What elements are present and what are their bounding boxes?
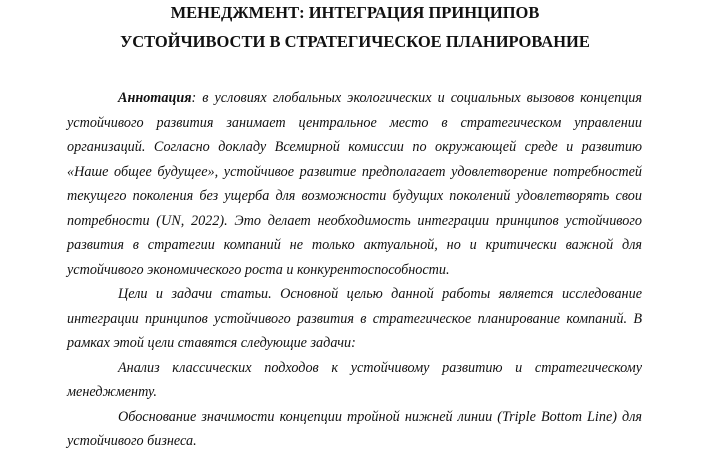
title-line-2: УСТОЙЧИВОСТИ В СТРАТЕГИЧЕСКОЕ ПЛАНИРОВАНИЕ: [120, 32, 590, 51]
title-line-1: МЕНЕДЖМЕНТ: ИНТЕГРАЦИЯ ПРИНЦИПОВ: [170, 3, 540, 22]
abstract-text: : в условиях глобальных экологических и социальных вызовов концепция устойчивого развития занимает центральное место в стратегическом управлении организаций. Согласно докладу Всемирной комиссии по окружающей среде и развитию «Наше общее будущее», устойчивое развитие предполагает удовлетворение потребностей текущего поколения без ущерба для возможности будущих поколений удовлетворять свои потребности (UN, 2022). Это делает необходимость интеграции принципов устойчивого развития в стратегии компаний не только актуальной, но и критически важной для устойчивого экономического роста и конкурентоспособности.: [67, 90, 642, 278]
task-item-1: Анализ классических подходов к устойчивому развитию и стратегическому менеджменту.: [67, 359, 642, 400]
task-item-2: Обоснование значимости концепции тройной нижней линии (Triple Bottom Line) для устойчивого бизнеса.: [67, 408, 642, 449]
document-body: [67, 86, 642, 454]
goals-paragraph: Цели и задачи статьи. Основной целью данной работы является исследование интеграции принципов устойчивого развития в стратегическое планирование компаний. В рамках этой цели ставятся следующие задачи:: [67, 286, 642, 351]
abstract-label: Аннотация: [118, 90, 192, 106]
abstract-paragraph: [67, 86, 642, 282]
